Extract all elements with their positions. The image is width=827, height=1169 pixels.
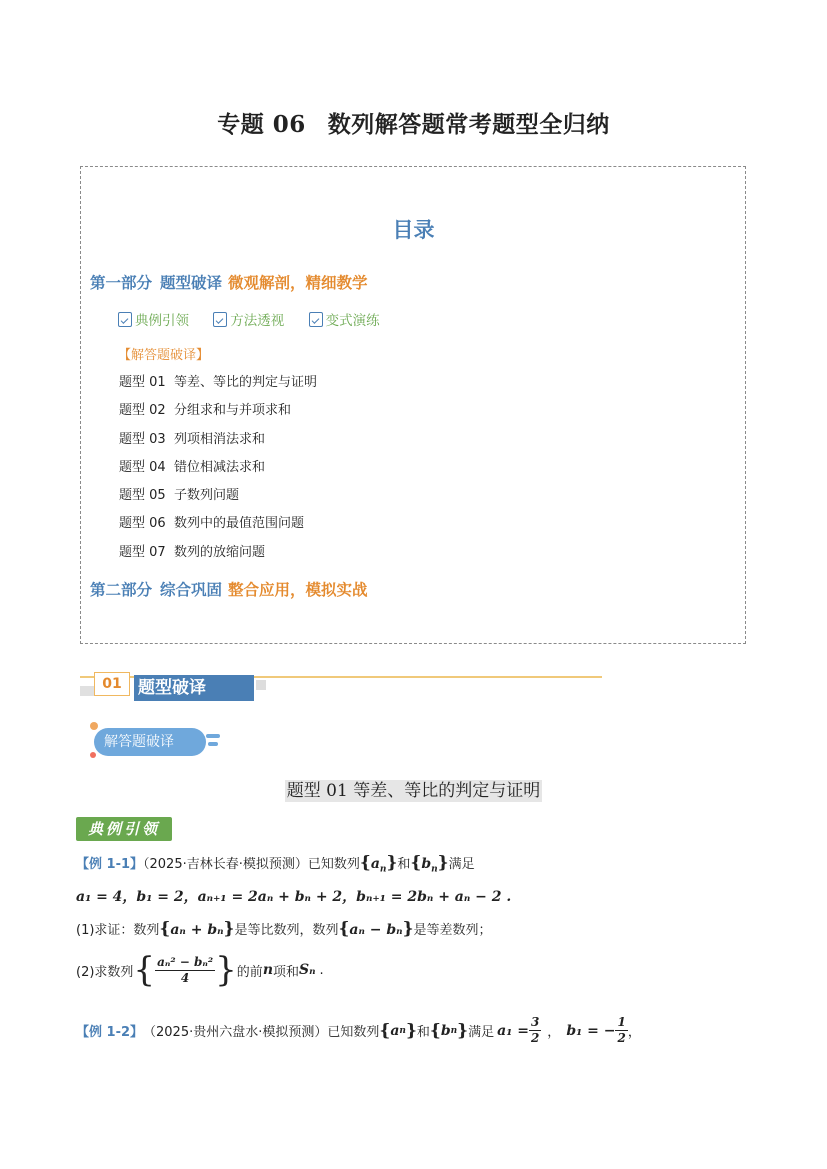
toc-item[interactable]: 题型 04 错位相减法求和 <box>119 459 266 475</box>
toc-item[interactable]: 题型 07 数列的放缩问题 <box>119 544 266 560</box>
page-title: 专题 06 数列解答题常考题型全归纳 <box>217 111 610 138</box>
fraction: $\frac{3}{2}$ <box>530 1015 540 1045</box>
fraction: $\frac{1}{2}$ <box>617 1015 626 1045</box>
toc-tags <box>118 309 400 331</box>
example1-part1: (1)求证：数列{aₙ + bₙ}是等比数列，数列{aₙ − bₙ}是等差数列； <box>76 919 492 939</box>
tag-method[interactable]: 方法透视 <box>213 309 284 329</box>
toc-section-label: 【解答题破译】 <box>118 348 210 363</box>
section-number: 01 <box>94 672 130 696</box>
section-banner <box>80 672 602 700</box>
tag-example[interactable]: 典例引领 <box>118 309 189 329</box>
sub-banner-label: 解答题破译 <box>94 728 206 756</box>
toc-item[interactable]: 题型 03 列项相消法求和 <box>119 431 266 447</box>
example-badge: 典例引领 <box>76 817 172 841</box>
toc-list <box>119 373 317 571</box>
fraction: $\frac{\text{aₙ² − bₙ²}}{4}$ <box>157 954 214 985</box>
example1-part2: (2)求数列 { $\frac{\text{aₙ² − bₙ²}}{4}$ } 的前 n 项和 Sₙ . <box>76 950 324 990</box>
example1-conditions: a₁ = 4，b₁ = 2，aₙ₊₁ = 2aₙ + bₙ + 2，bₙ₊₁ = 2bₙ + aₙ − 2 . <box>76 889 512 905</box>
toc-item[interactable]: 题型 06 数列中的最值范围问题 <box>119 516 305 532</box>
toc-heading: 目录 <box>392 218 435 242</box>
tag-practice[interactable]: 变式演练 <box>309 309 380 329</box>
toc-part1[interactable]: 第一部分 题型破译 微观解剖，精细教学 <box>90 274 368 292</box>
edit-check-icon <box>118 312 132 327</box>
type-heading: 题型 01 等差、等比的判定与证明 <box>286 781 541 801</box>
toc-item[interactable]: 题型 01 等差、等比的判定与证明 <box>119 375 318 390</box>
sub-banner <box>90 728 220 756</box>
toc-item[interactable]: 题型 05 子数列问题 <box>119 488 240 504</box>
example2-line1: 【例 1-2】 （2025·贵州六盘水·模拟预测）已知数列 { a n } 和 { b n } 满足 a₁ = $\frac{3}{2}$ ， b₁ = − $\frac{1}{2}$ ， <box>76 1015 641 1045</box>
section-label: 题型破译 <box>134 675 254 701</box>
edit-check-icon <box>213 312 227 327</box>
toc-item[interactable]: 题型 02 分组求和与并项求和 <box>119 403 292 419</box>
toc-part2[interactable]: 第二部分 综合巩固 整合应用，模拟实战 <box>90 581 368 599</box>
example1-line1: 【例 1-1】（2025·吉林长春·模拟预测）已知数列$\{a_n\}$和$\{b_n\}$满足 <box>76 853 475 875</box>
edit-check-icon <box>309 312 323 327</box>
